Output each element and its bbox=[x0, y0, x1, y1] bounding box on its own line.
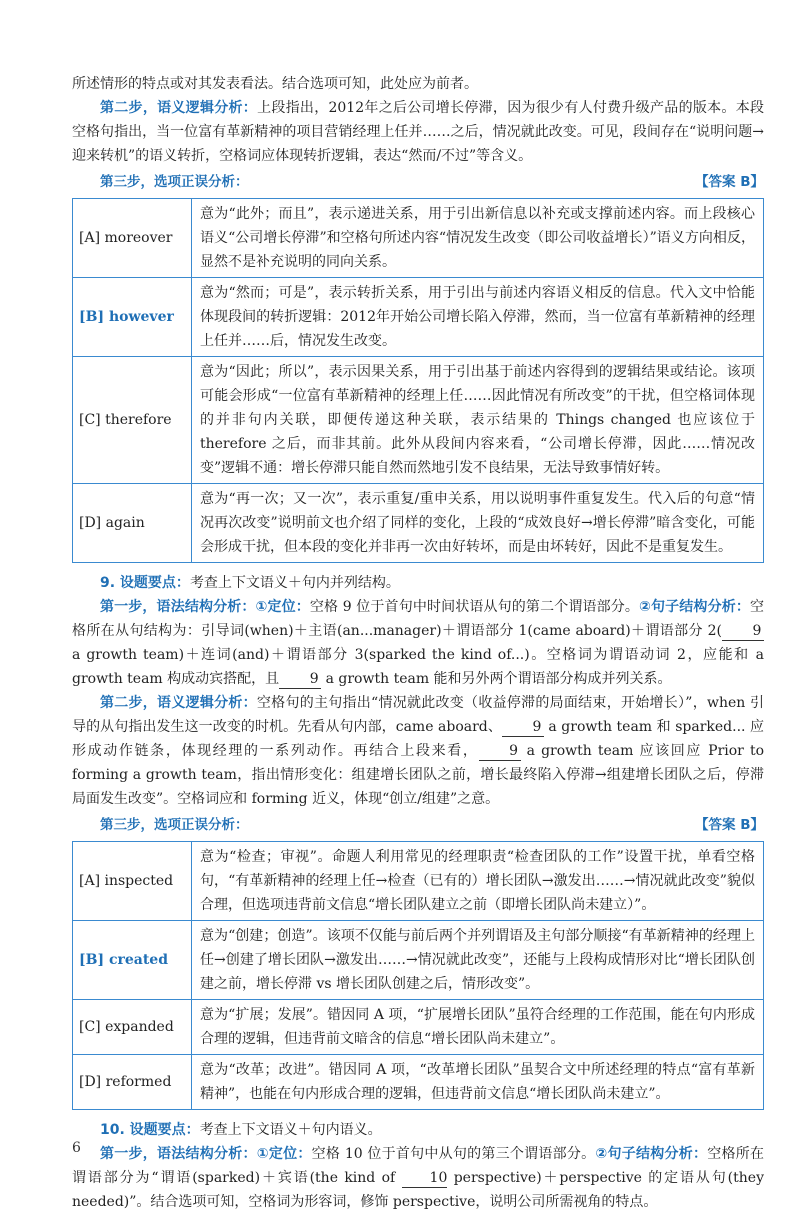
q9-step2-text-a: 空格句的主句指出“情况就此改变（收益停滞的局面结束，开始增长）”，when 引导的从句指出发生这一改变的时机。先看从句内部，came aboard、 bbox=[72, 695, 764, 735]
blank-9: 9 bbox=[279, 670, 321, 689]
table-row bbox=[73, 357, 764, 484]
option-explanation: 意为“然而；可是”，表示转折关系，用于引出与前述内容语义相反的信息。代入文中恰能体现段间的转折逻辑：2012年开始公司增长陷入停滞，然而，当一位富有革新精神的经理上任并……后，情况发生改变。 bbox=[192, 278, 764, 357]
option-explanation: 意为“改革；改进”。错因同 A 项，“改革增长团队”虽契合文中所述经理的特点“富有革新精神”，也能在句内形成合理的逻辑，但违背前文信息“增长团队尚未建立”。 bbox=[192, 1055, 764, 1110]
q9-title-rest: 考查上下文语义＋句内并列结构。 bbox=[189, 575, 400, 591]
option-explanation: 意为“创建；创造”。该项不仅能与前后两个并列谓语及主句部分顺接“有革新精神的经理上任→创建了增长团队→激发出……→情况就此改变”，还能与上段构成情形对比“增长团队创建之前，增长停滞 vs 增长团队创建之后，情形改变”。 bbox=[192, 921, 764, 1000]
q10-heading bbox=[72, 1118, 764, 1142]
q9-step2-label: 第二步，语义逻辑分析： bbox=[100, 695, 257, 711]
option-label-correct: [B] created bbox=[73, 921, 192, 1000]
q10-locate-text: 空格 10 位于首句中从句的第三个谓语部分。 bbox=[311, 1146, 596, 1162]
q8-answer-label: 【答案 B】 bbox=[695, 174, 764, 190]
blank-9: 9 bbox=[722, 622, 764, 641]
q10-title-rest: 考查上下文语义＋句内语义。 bbox=[199, 1122, 382, 1138]
table-row bbox=[73, 921, 764, 1000]
q10-locate-label: ①定位： bbox=[256, 1146, 312, 1162]
q8-step2-text: 上段指出，2012年之后公司增长停滞，因为很少有人付费升级产品的版本。本段空格句指出，当一位富有革新精神的项目营销经理上任并……之后，情况就此改变。可见，段间存在“说明问题→迎来转机”的语义转折，空格词应体现转折逻辑，表达“然而/不过”等含义。 bbox=[72, 100, 764, 164]
q9-step2-text-b: a growth team 和 sparked... 应形成动作链条，体现经理的一系列动作。再结合上段来看， bbox=[72, 719, 764, 759]
table-row bbox=[73, 484, 764, 563]
q9-step2-paragraph bbox=[72, 691, 764, 811]
option-explanation: 意为“检查；审视”。命题人利用常见的经理职责“检查团队的工作”设置干扰，单看空格句，“有革新精神的经理上任→检查（已有的）增长团队→激发出……→情况就此改变”貌似合理，但选项违背前文信息“增长团队建立之前（即增长团队尚未建立）”。 bbox=[192, 842, 764, 921]
blank-10: 10 bbox=[402, 1169, 448, 1188]
option-label: [C] therefore bbox=[73, 357, 192, 484]
blank-9: 9 bbox=[479, 742, 521, 761]
q10-struct-label: ②句子结构分析： bbox=[595, 1146, 708, 1162]
option-explanation: 意为“再一次；又一次”，表示重复/重申关系，用以说明事件重复发生。代入后的句意“情况再次改变”说明前文也介绍了同样的变化，上段的“成效良好→增长停滞”暗含变化，可能会形成干扰，但本段的变化并非再一次由好转坏，而是由坏转好，因此不是重复发生。 bbox=[192, 484, 764, 563]
q9-struct-text-b: a growth team)＋连词(and)＋谓语部分 3(sparked the kind of...)。空格词为谓语动词 2，应能和 a growth team 构成动宾搭配，且 bbox=[72, 647, 764, 687]
option-explanation: 意为“因此；所以”，表示因果关系，用于引出基于前述内容得到的逻辑结果或结论。该项可能会形成“一位富有革新精神的经理上任……因此情况有所改变”的干扰，但空格词体现的并非句内关联，即便传递这种关联，表示结果的 Things changed 也应该位于 therefore 之后，而非其前。此外从段间内容来看，“公司增长停滞，因此……情况改变”逻辑不通：增长停滞只能自然而然地引发不良结果，无法导致事情好转。 bbox=[192, 357, 764, 484]
q8-step2-label: 第二步，语义逻辑分析： bbox=[100, 100, 258, 116]
q9-options-table bbox=[72, 841, 764, 1110]
q9-struct-label: ②句子结构分析： bbox=[639, 599, 750, 615]
q10-step1-label: 第一步，语法结构分析： bbox=[100, 1146, 257, 1162]
q9-step3-label: 第三步，选项正误分析： bbox=[100, 817, 249, 833]
document-page bbox=[72, 72, 764, 1214]
option-label: [D] again bbox=[73, 484, 192, 563]
option-label: [D] reformed bbox=[73, 1055, 192, 1110]
q8-options-table bbox=[72, 198, 764, 563]
q9-step3-header bbox=[72, 813, 764, 837]
top-paragraph: 所述情形的特点或对其发表看法。结合选项可知，此处应为前者。 bbox=[72, 76, 478, 92]
q9-step1-paragraph bbox=[72, 595, 764, 691]
table-row bbox=[73, 278, 764, 357]
q8-step3-header bbox=[72, 170, 764, 194]
q10-struct-text-a: 空格所在谓语部分为“谓语(sparked)＋宾语(the kind of bbox=[72, 1146, 765, 1186]
table-row bbox=[73, 842, 764, 921]
q9-locate-label: ①定位： bbox=[255, 599, 310, 615]
option-label: [A] moreover bbox=[73, 199, 192, 278]
option-label: [C] expanded bbox=[73, 1000, 192, 1055]
option-label: [A] inspected bbox=[73, 842, 192, 921]
q10-struct-text-b: perspective)＋perspective 的定语从句(they needed)”。结合选项可知，空格词为形容词，修饰 perspective，说明公司所需视角的特点。 bbox=[72, 1170, 764, 1210]
q9-step1-label: 第一步，语法结构分析： bbox=[100, 599, 256, 615]
table-row bbox=[73, 199, 764, 278]
q8-step3-label: 第三步，选项正误分析： bbox=[100, 174, 249, 190]
option-explanation: 意为“此外；而且”，表示递进关系，用于引出新信息以补充或支撑前述内容。而上段核心语义“公司增长停滞”和空格句所述内容“情况发生改变（即公司收益增长）”语义方向相反，显然不是补充说明的同向关系。 bbox=[192, 199, 764, 278]
q9-heading bbox=[72, 571, 764, 595]
q8-step2-paragraph bbox=[72, 96, 764, 168]
q9-step2-text-c: a growth team 应该回应 Prior to forming a growth team，指出情形变化：组建增长团队之前，增长最终陷入停滞→组建增长团队之后，停滞局面发生改变”。空格词应和 forming 近义，体现“创立/组建”之意。 bbox=[72, 743, 765, 807]
q9-title: 9. 设题要点： bbox=[100, 575, 190, 591]
table-row bbox=[73, 1055, 764, 1110]
q9-struct-text-c: a growth team 能和另外两个谓语部分构成并列关系。 bbox=[321, 671, 672, 687]
blank-9: 9 bbox=[502, 718, 544, 737]
q10-title: 10. 设题要点： bbox=[100, 1122, 200, 1138]
q9-struct-text-a: 空格所在从句结构为：引导词(when)＋主语(an...manager)＋谓语部分 1(came aboard)＋谓语部分 2( bbox=[72, 599, 764, 639]
q9-locate-text: 空格 9 位于首句中时间状语从句的第二个谓语部分。 bbox=[309, 599, 640, 615]
page-number: 6 bbox=[72, 1140, 81, 1156]
q10-step1-paragraph bbox=[72, 1142, 764, 1214]
option-label-correct: [B] however bbox=[73, 278, 192, 357]
option-explanation: 意为“扩展；发展”。错因同 A 项，“扩展增长团队”虽符合经理的工作范围，能在句内形成合理的逻辑，但违背前文暗含的信息“增长团队尚未建立”。 bbox=[192, 1000, 764, 1055]
q9-answer-label: 【答案 B】 bbox=[695, 817, 764, 833]
table-row bbox=[73, 1000, 764, 1055]
